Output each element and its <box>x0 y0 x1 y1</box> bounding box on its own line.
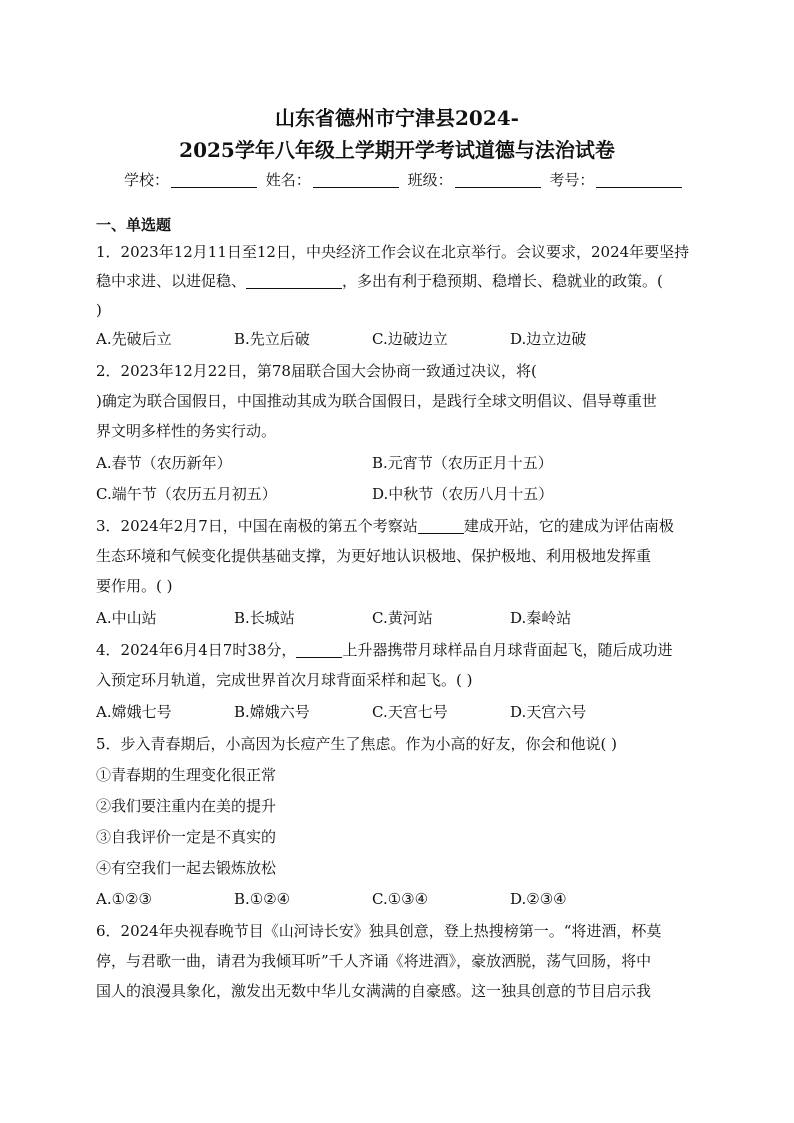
exam-title-line1: 山东省德州市宁津县2024- <box>275 106 519 130</box>
school-blank[interactable] <box>171 173 257 188</box>
q3-option-a[interactable]: A.中山站 <box>96 609 157 627</box>
q1-line2 <box>96 271 663 291</box>
student-info-line <box>124 170 686 190</box>
q6-line1: 6．2024年央视春晚节目《山河诗长安》独具创意，登上热搜榜第一。“将进酒，杯莫 <box>96 922 662 940</box>
exam-no-label: 考号： <box>549 171 595 189</box>
q1-option-d[interactable]: D.边立边破 <box>510 330 587 348</box>
q2-line2: )确定为联合国假日，中国推动其成为联合国假日，是践行全球文明倡议、倡导尊重世 <box>96 392 657 410</box>
q6-line2: 停，与君歌一曲，请君为我倾耳听”千人齐诵《将进酒》，豪放洒脱，荡气回肠，将中 <box>96 952 652 970</box>
q4-line2: 入预定环月轨道，完成世界首次月球背面采样和起飞。( ) <box>96 671 473 689</box>
q1-option-c[interactable]: C.边破边立 <box>372 330 448 348</box>
q3-line1-text-a: 3．2024年2月7日，中国在南极的第五个考察站 <box>96 517 418 535</box>
q4-line1-text-b: 上升器携带月球样品自月球背面起飞，随后成功进 <box>342 641 673 659</box>
q5-option-b[interactable]: B.①②④ <box>234 890 291 908</box>
exam-title-line2: 2025学年八年级上学期开学考试道德与法治试卷 <box>179 138 615 162</box>
q4-line1 <box>96 640 672 660</box>
q3-option-b[interactable]: B.长城站 <box>234 609 295 627</box>
q5-item-4: ④有空我们一起去锻炼放松 <box>96 859 277 877</box>
q5-line1: 5．步入青春期后，小高因为长痘产生了焦虑。作为小高的好友，你会和他说( ) <box>96 735 618 753</box>
q5-item-2: ②我们要注重内在美的提升 <box>96 797 277 815</box>
exam-no-blank[interactable] <box>596 173 682 188</box>
q4-line1-text-a: 4．2024年6月4日7时38分， <box>96 641 297 659</box>
q5-item-1: ①青春期的生理变化很正常 <box>96 766 277 784</box>
q3-line3: 要作用。( ) <box>96 577 173 595</box>
school-label: 学校： <box>124 171 170 189</box>
q5-item-3: ③自我评价一定是不真实的 <box>96 828 277 846</box>
q4-option-c[interactable]: C.天宫七号 <box>372 703 448 721</box>
class-label: 班级： <box>407 171 453 189</box>
q4-option-a[interactable]: A.嫦娥七号 <box>96 703 172 721</box>
q3-line1 <box>96 516 674 536</box>
q2-option-b[interactable]: B.元宵节（农历正月十五） <box>372 454 553 472</box>
q4-fill-blank <box>296 643 342 658</box>
q1-fill-blank <box>246 274 342 289</box>
q2-option-a[interactable]: A.春节（农历新年） <box>96 454 232 472</box>
q5-option-a[interactable]: A.①②③ <box>96 890 152 908</box>
q6-line3: 国人的浪漫具象化，激发出无数中华儿女满满的自豪感。这一独具创意的节目启示我 <box>96 982 652 1000</box>
q4-option-b[interactable]: B.嫦娥六号 <box>234 703 310 721</box>
q3-option-d[interactable]: D.秦岭站 <box>510 609 572 627</box>
class-blank[interactable] <box>455 173 541 188</box>
q3-line2: 生态环境和气候变化提供基础支撑，为更好地认识极地、保护极地、利用极地发挥重 <box>96 547 652 565</box>
q2-option-c[interactable]: C.端午节（农历五月初五） <box>96 485 277 503</box>
q1-line1: 1．2023年12月11日至12日，中央经济工作会议在北京举行。会议要求，2024年要坚持 <box>96 243 690 261</box>
q1-option-b[interactable]: B.先立后破 <box>234 330 310 348</box>
q1-option-a[interactable]: A.先破后立 <box>96 330 172 348</box>
q3-line1-text-b: 建成开站，它的建成为评估南极 <box>463 517 674 535</box>
q5-option-c[interactable]: C.①③④ <box>372 890 429 908</box>
q2-option-d[interactable]: D.中秋节（农历八月十五） <box>372 485 554 503</box>
q1-line3: ) <box>96 301 102 319</box>
section-title: 一、单选题 <box>96 216 172 234</box>
q3-option-c[interactable]: C.黄河站 <box>372 609 433 627</box>
q2-line3: 界文明多样性的务实行动。 <box>96 422 277 440</box>
q3-fill-blank <box>418 519 464 534</box>
q1-line2-text-a: 稳中求进、以进促稳、 <box>96 272 247 290</box>
q2-line1: 2．2023年12月22日，第78届联合国大会协商一致通过决议，将( <box>96 362 537 380</box>
name-blank[interactable] <box>313 173 399 188</box>
q1-line2-text-b: ，多出有利于稳预期、稳增长、稳就业的政策。( <box>342 272 663 290</box>
q5-option-d[interactable]: D.②③④ <box>510 890 567 908</box>
q4-option-d[interactable]: D.天宫六号 <box>510 703 587 721</box>
name-label: 姓名： <box>265 171 311 189</box>
